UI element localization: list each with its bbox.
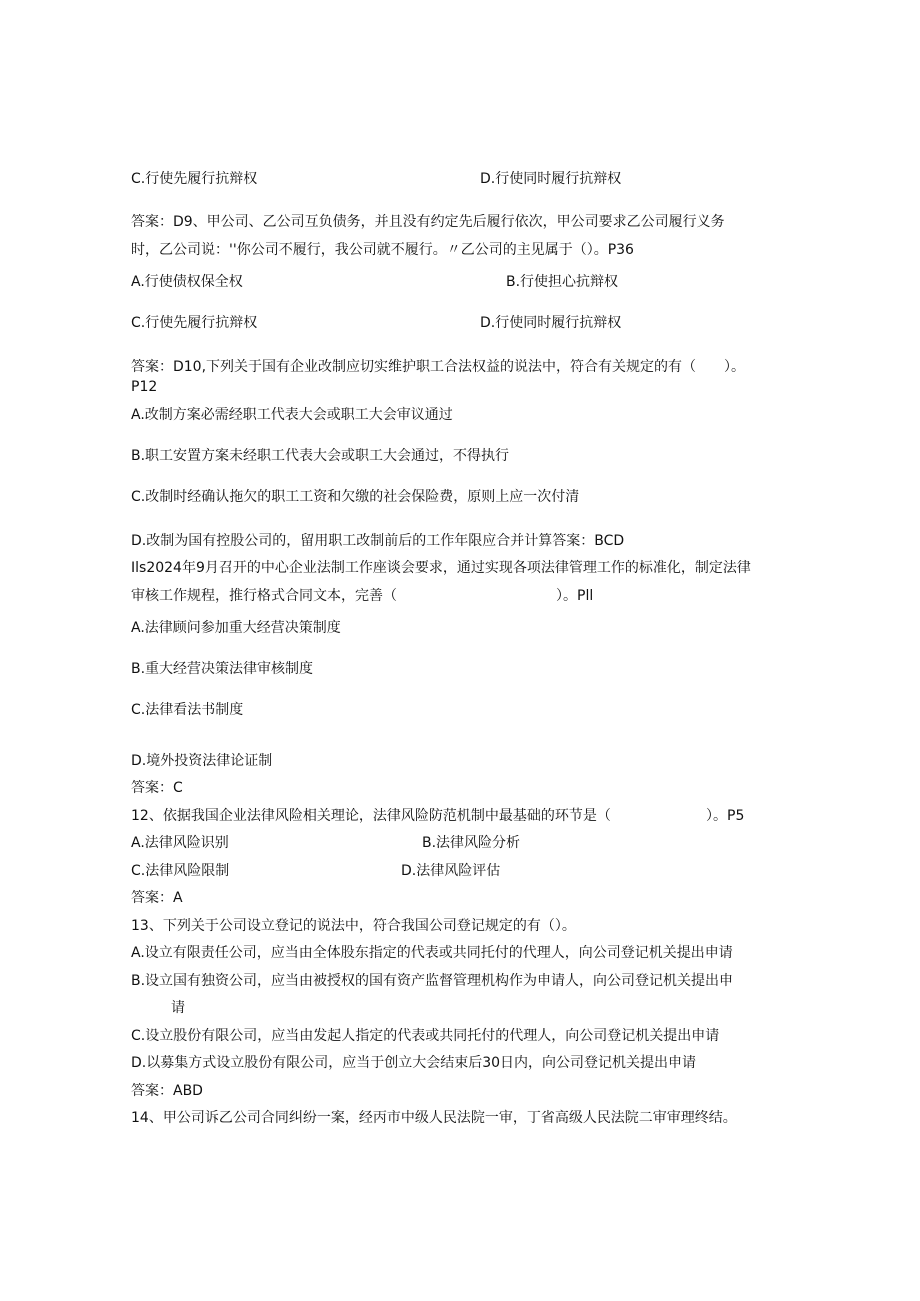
question-11-continued: 审核工作规程，推行格式合同文本，完善（ xyxy=(131,588,397,604)
option-d: D.法律风险评估 xyxy=(401,863,501,879)
question-10-page-ref: P12 xyxy=(131,379,158,395)
option-d: D.行使同时履行抗辩权 xyxy=(480,171,622,187)
answer-and-question-9: 答案：D9、甲公司、乙公司互负债务，并且没有约定先后履行依次，甲公司要求乙公司履行义务 xyxy=(131,214,725,230)
question-14: 14、甲公司诉乙公司合同纠纷一案，经丙市中级人民法院一审，丁省高级人民法院二审审理终结。 xyxy=(131,1110,737,1126)
option-d-with-answer: D.改制为国有控股公司的，留用职工改制前后的工作年限应合并计算答案：BCD xyxy=(131,533,625,549)
option-c: C.行使先履行抗辩权 xyxy=(131,315,258,331)
option-d: D.境外投资法律论证制 xyxy=(131,753,273,769)
answer: 答案：ABD xyxy=(131,1083,203,1099)
option-b-continued: 请 xyxy=(171,1000,185,1016)
option-a: A.改制方案必需经职工代表大会或职工大会审议通过 xyxy=(131,407,453,423)
option-a: A.法律顾问参加重大经营决策制度 xyxy=(131,620,341,636)
option-c: C.设立股份有限公司，应当由发起人指定的代表或共同托付的代理人，向公司登记机关提出申请 xyxy=(131,1028,720,1044)
option-b: B.职工安置方案未经职工代表大会或职工大会通过，不得执行 xyxy=(131,448,510,464)
question-12: 12、依据我国企业法律风险相关理论，法律风险防范机制中最基础的环节是（ xyxy=(131,808,611,824)
option-a: A.法律风险识别 xyxy=(131,835,229,851)
answer: 答案：A xyxy=(131,890,183,906)
question-12-page-ref: ）。P5 xyxy=(706,808,745,824)
option-d: D.行使同时履行抗辩权 xyxy=(480,315,622,331)
option-c: C.法律风险限制 xyxy=(131,863,230,879)
option-b: B.重大经营决策法律审核制度 xyxy=(131,661,314,677)
option-d: D.以募集方式设立股份有限公司，应当于创立大会结束后30日内，向公司登记机关提出申请 xyxy=(131,1055,697,1071)
option-b: B.行使担心抗辩权 xyxy=(506,274,619,290)
question-11-page-ref: ）。Pll xyxy=(556,588,594,604)
option-b: B.法律风险分析 xyxy=(422,835,521,851)
option-a: A.行使债权保全权 xyxy=(131,274,243,290)
question-11: Ils2024年9月召开的中心企业法制工作座谈会要求，通过实现各项法律管理工作的标准化，制定法律 xyxy=(131,560,751,576)
question-13: 13、下列关于公司设立登记的说法中，符合我国公司登记规定的有（）。 xyxy=(131,918,576,934)
option-c: C.改制时经确认拖欠的职工工资和欠缴的社会保险费，原则上应一次付清 xyxy=(131,489,580,505)
answer: 答案：C xyxy=(131,780,183,796)
option-c: C.行使先履行抗辩权 xyxy=(131,171,258,187)
question-9-continued: 时，乙公司说：''你公司不履行，我公司就不履行。〃乙公司的主见属于（）。P36 xyxy=(131,242,634,258)
answer-and-question-10: 答案：D10,下列关于国有企业改制应切实维护职工合法权益的说法中，符合有关规定的有（ ）。 xyxy=(131,359,746,375)
option-c: C.法律看法书制度 xyxy=(131,702,244,718)
option-a: A.设立有限责任公司，应当由全体股东指定的代表或共同托付的代理人，向公司登记机关提出申请 xyxy=(131,945,733,961)
option-b: B.设立国有独资公司，应当由被授权的国有资产监督管理机构作为申请人，向公司登记机关提出申 xyxy=(131,973,734,989)
